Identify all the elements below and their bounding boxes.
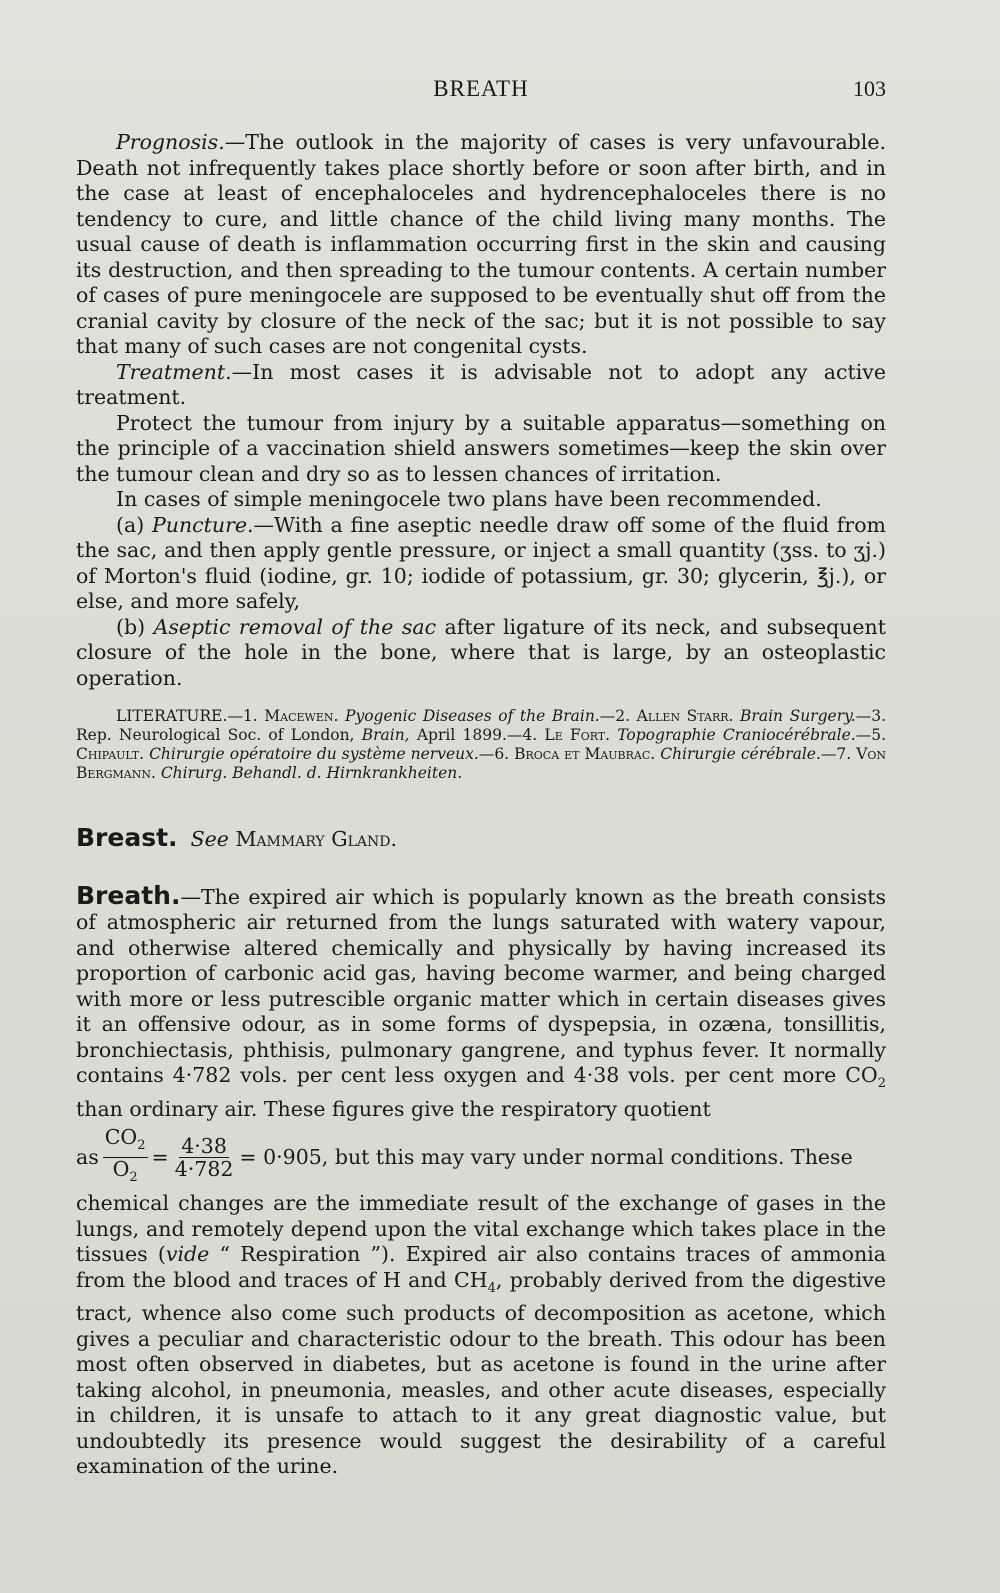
body-text bbox=[76, 130, 886, 1480]
ch4-subscript: 4 bbox=[487, 1280, 496, 1296]
breath-heading: Breath. bbox=[76, 880, 181, 910]
ref-author: Macewen. bbox=[264, 707, 346, 725]
ref-author: Allen Starr. bbox=[636, 707, 741, 725]
aseptic-paragraph bbox=[76, 615, 886, 692]
treatment-label: Treatment. bbox=[116, 359, 232, 384]
puncture-marker: (a) bbox=[116, 512, 145, 537]
fraction-numerator-co2 bbox=[103, 1126, 148, 1158]
formula-as: as bbox=[76, 1144, 99, 1169]
prognosis-label: Prognosis. bbox=[116, 130, 225, 154]
page-number: 103 bbox=[853, 76, 886, 101]
puncture-paragraph bbox=[76, 513, 886, 615]
see-label: See bbox=[190, 827, 229, 851]
fraction-numerator-value: 4·38 bbox=[181, 1134, 227, 1159]
ref-author: Von Bergmann. bbox=[76, 745, 887, 782]
ref-author: Chipault. bbox=[76, 745, 150, 763]
co2-symbol: CO bbox=[104, 1125, 138, 1150]
o2-sub: 2 bbox=[129, 1170, 138, 1186]
breath-text-1b: than ordinary air. These figures give the respiratory quotient bbox=[76, 1096, 711, 1121]
ref-author: Broca et Maubrac. bbox=[514, 745, 661, 763]
aseptic-text: after ligature of its neck, and subsequent closure of the hole in the bone, where that is large, by an osteoplastic operation. bbox=[76, 614, 886, 690]
ref-number: —5. bbox=[855, 726, 886, 744]
literature-label: LITERATURE. bbox=[116, 707, 228, 725]
aseptic-marker: (b) bbox=[116, 614, 146, 639]
literature-ref bbox=[507, 726, 856, 744]
respiratory-quotient-formula bbox=[76, 1126, 886, 1189]
protect-paragraph: Protect the tumour from injury by a suitable apparatus—something on the principle of a vaccination shield answers sometimes—keep the skin over the tumour clean and dry so as to lessen chances of irritation. bbox=[76, 410, 886, 486]
ref-number: —3. bbox=[855, 707, 887, 725]
running-title: BREATH bbox=[433, 76, 529, 101]
co2-subscript: 2 bbox=[877, 1076, 886, 1092]
puncture-label: Puncture. bbox=[151, 512, 254, 537]
ref-number: —6. bbox=[478, 745, 515, 763]
formula-result: = 0·905, but this may vary under normal conditions. These bbox=[239, 1144, 853, 1169]
ref-number: —7. bbox=[820, 745, 857, 763]
literature-ref bbox=[227, 707, 599, 725]
ref-work: Chirurgie cérébrale. bbox=[660, 745, 821, 763]
aseptic-label: Aseptic removal of the sac bbox=[153, 614, 437, 639]
breath-text-2b: “ Respiration ”). Expired air also contains traces of ammonia from the blood and traces of H and CH bbox=[76, 1242, 886, 1292]
ref-work: Pyogenic Diseases of the Brain. bbox=[345, 707, 600, 725]
puncture-text: —With a fine aseptic needle draw off some of the fluid from the sac, and then apply gentle pressure, or inject a small quantity (ʒss. to ʒj.) of Morton's fluid (iodine, gr. 10; iodide of potassium, gr. 30; glycerin, ℥j.), or else, and more safely, bbox=[76, 512, 886, 613]
breast-heading: Breast. bbox=[76, 823, 178, 852]
formula-fraction-values bbox=[173, 1135, 236, 1180]
ref-number: —2. bbox=[599, 707, 637, 725]
cross-reference: Mammary Gland. bbox=[235, 827, 397, 851]
ref-detail: April 1899. bbox=[409, 726, 507, 744]
plans-paragraph: In cases of simple meningocele two plans have been recommended. bbox=[116, 487, 822, 511]
ref-work: Chirurgie opératoire du système nerveux. bbox=[149, 745, 479, 763]
literature-block bbox=[76, 707, 886, 783]
formula-fraction-gas bbox=[103, 1126, 148, 1189]
literature-ref bbox=[600, 707, 856, 725]
breath-text-3: , probably derived from the digestive tract, whence also come such products of decomposition as acetone, which gives a peculiar and characteristic odour to the breath. This odour has been most often observed in diabetes, but as acetone is found in the urine after taking alcohol, in pneumonia, measles, and other acute diseases, especially in children, it is unsafe to attach to it any great diagnostic value, but undoubtedly its presence would suggest the desirability of a careful examination of the urine. bbox=[76, 1267, 886, 1479]
prognosis-paragraph bbox=[76, 130, 886, 360]
treatment-text: —In most cases it is advisable not to adopt any active treatment. bbox=[76, 359, 886, 409]
ref-number: —1. bbox=[227, 707, 265, 725]
fraction-denominator-o2 bbox=[111, 1158, 140, 1189]
ref-work: Chirurg. Behandl. d. Hirnkrankheiten. bbox=[160, 764, 463, 782]
o2-symbol: O bbox=[112, 1157, 130, 1182]
ref-source: Rep. Neurological Soc. of London, bbox=[76, 726, 362, 744]
co2-sub: 2 bbox=[137, 1138, 146, 1154]
ref-work: Topographie Craniocérébrale. bbox=[617, 726, 856, 744]
breath-entry bbox=[76, 880, 886, 1480]
fraction-denominator-value: 4·782 bbox=[174, 1157, 234, 1182]
prognosis-text: —The outlook in the majority of cases is very unfavourable. Death not infrequently takes place shortly before or soon after birth, and in the case at least of encephaloceles and hydrencephaloceles there is no tendency to cure, and little chance of the child living many months. The usual cause of death is inflammation occurring first in the skin and causing its destruction, and then spreading to the tumour contents. A certain number of cases of pure meningocele are supposed to be eventually shut off from the cranial cavity by closure of the neck of the sac; but it is not possible to say that many of such cases are not congenital cysts. bbox=[76, 130, 886, 358]
breath-text-1: —The expired air which is popularly known as the breath consists of atmospheric air returned from the lungs saturated with watery vapour, and otherwise altered chemically and physically by having increased its proportion of carbonic acid gas, having become warmer, and being charged with more or less putrescible organic matter which in certain diseases gives it an offensive odour, as in some forms of dyspepsia, in ozæna, tonsillitis, bronchiectasis, phthisis, pulmonary gangrene, and typhus fever. It normally contains 4·782 vols. per cent less oxygen and 4·38 vols. per cent more CO bbox=[76, 884, 886, 1087]
ref-work: Brain Surgery. bbox=[740, 707, 856, 725]
equals-sign: = bbox=[151, 1144, 169, 1169]
running-head bbox=[76, 76, 886, 112]
ref-work: Brain, bbox=[361, 726, 410, 744]
breath-text-2: chemical changes are the immediate result of the exchange of gases in the lungs, and remotely depend upon the vital exchange which takes place in the tissues ( bbox=[76, 1191, 886, 1267]
literature-ref bbox=[479, 745, 821, 763]
ref-number: —4. bbox=[506, 726, 545, 744]
treatment-paragraph bbox=[76, 360, 886, 411]
breast-entry bbox=[76, 825, 886, 853]
ref-author: Le Fort. bbox=[544, 726, 618, 744]
literature-ref bbox=[362, 726, 507, 744]
vide-italic: vide bbox=[165, 1242, 210, 1267]
